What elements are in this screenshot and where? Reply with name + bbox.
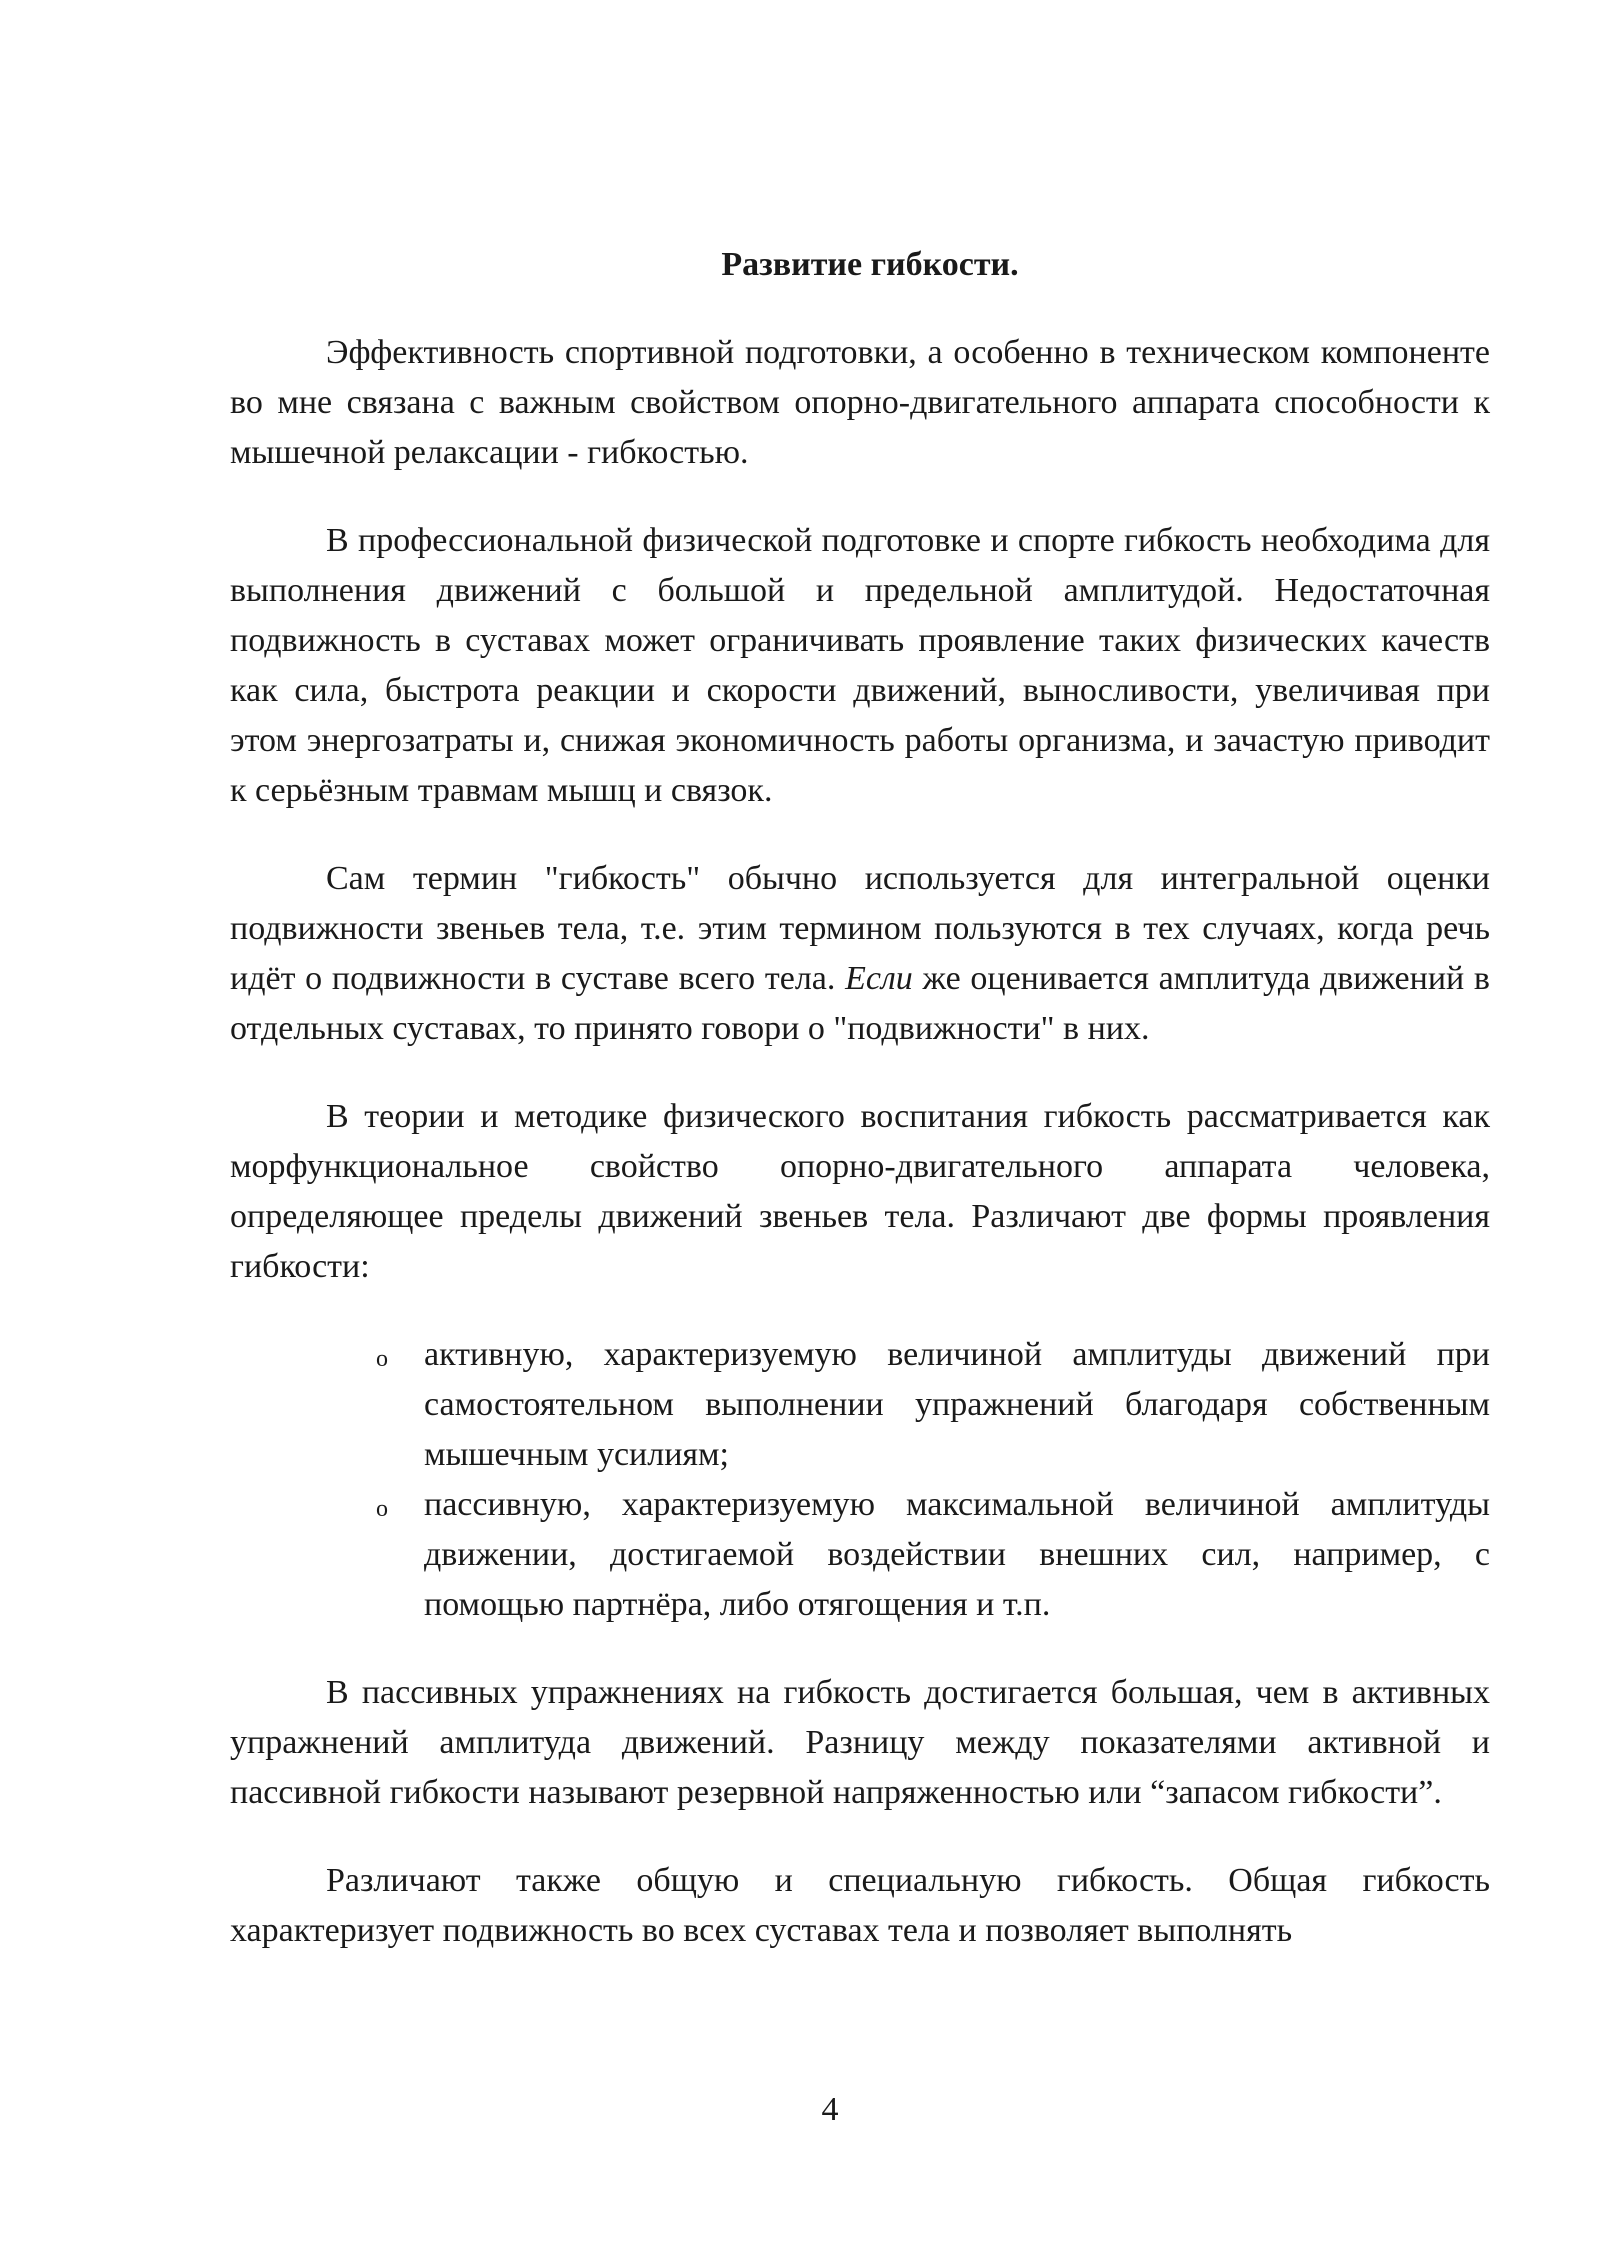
bullet-icon: o	[376, 1346, 388, 1372]
page-number: 4	[821, 2091, 839, 2128]
flexibility-forms-list	[230, 1330, 1490, 1630]
paragraph-2: В профессиональной физической подготовке и спорте гибкость необходима для выполнения движений с большой и предельной амплитудой. Недостаточная подвижность в суставах может ограничивать проявление таких физических качеств как сила, быстрота реакции и скорости движений, выносливости, увеличивая при этом энергозатраты и, снижая экономичность работы организма, и зачастую приводит к серьёзным травмам мышц и связок.	[230, 522, 1490, 809]
document-body	[230, 240, 1490, 1994]
paragraph-3	[230, 854, 1490, 1054]
paragraph-5: В пассивных упражнениях на гибкость достигается большая, чем в активных упражнений амплитуда движений. Разницу между показателями активной и пассивной гибкости называют резервной напряженностью или “запасом гибкости”.	[230, 1674, 1490, 1811]
list-item-text: активную, характеризуемую величиной амплитуды движений при самостоятельном выполнении упражнений благодаря собственным мышечным усилиям;	[424, 1336, 1490, 1473]
list-item	[376, 1480, 1490, 1630]
paragraph-6: Различают также общую и специальную гибкость. Общая гибкость характеризует подвижность во всех суставах тела и позволяет выполнять	[230, 1862, 1490, 1949]
paragraph-3-italic-word: Если	[845, 960, 913, 997]
paragraph-3-text-end: же оценивается амплитуда движений в отдельных суставах, то принято говори о "подвижности" в них.	[230, 960, 1490, 1047]
list-item-text: пассивную, характеризуемую максимальной величиной амплитуды движении, достигаемой воздействии внешних сил, например, с помощью партнёра, либо отягощения и т.п.	[424, 1486, 1490, 1623]
paragraph-1: Эффективность спортивной подготовки, а особенно в техническом компоненте во мне связана с важным свойством опорно-двигательного аппарата способности к мышечной релаксации - гибкостью.	[230, 334, 1490, 471]
document-title: Развитие гибкости.	[721, 246, 1019, 283]
paragraph-4: В теории и методике физического воспитания гибкость рассматривается как морфункциональное свойство опорно-двигательного аппарата человека, определяющее пределы движений звеньев тела. Различают две формы проявления гибкости:	[230, 1098, 1490, 1285]
bullet-icon: o	[376, 1496, 388, 1522]
list-item	[376, 1330, 1490, 1480]
paragraph-3-text-start: Сам термин "гибкость" обычно используется для интегральной оценки подвижности звеньев тела, т.е. этим термином пользуются в тех случаях, когда речь идёт о подвижности в суставе всего тела.	[230, 860, 1490, 997]
